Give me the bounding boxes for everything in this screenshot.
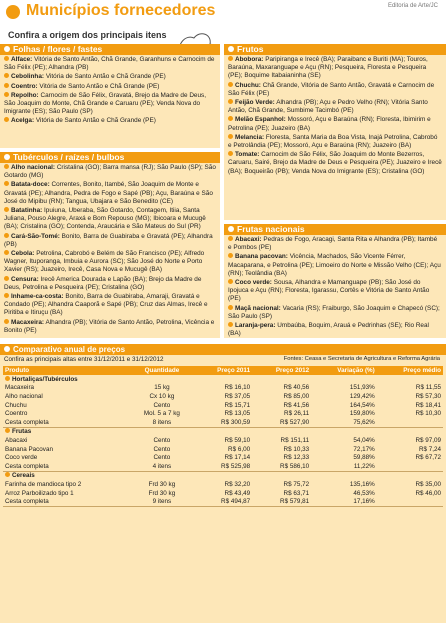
table-cell: R$ 40,56: [283, 384, 310, 392]
item-text: Vitória de Santo Antão e Chã Grande (PE): [39, 82, 160, 90]
table-cell: 9 itens: [130, 497, 193, 506]
table-cell: R$ 527,90: [252, 418, 311, 427]
table-cell: Farinha de mandioca tipo 2: [5, 480, 82, 488]
item-text: Carnocim de São Félix, Gravatá, Brejo da Madre de Deus, São Joaquim do Monte, Chã Grande e Caruaru (PE); Venda Nova do Imigrante (ES); São Paulo (SP): [4, 91, 207, 116]
list-item: [0, 276, 220, 292]
table-cell: R$ 6,00: [228, 445, 251, 453]
table-cell: 17,16%: [311, 497, 377, 506]
table-cell: Cento: [153, 401, 171, 409]
item-name: Coentro:: [11, 82, 38, 90]
item-text: Vitória de Santo Antão e Chã Grande (PE): [45, 73, 166, 81]
item-name: Censura:: [11, 275, 39, 283]
item-name: Tomate:: [235, 151, 260, 159]
list-item: [0, 293, 220, 318]
table-cell: R$ 494,87: [194, 497, 252, 506]
table-cell: Banana Pacovan: [5, 445, 53, 453]
bullet-icon: [4, 56, 9, 61]
bullet-icon: [4, 293, 9, 298]
item-name: Batatinha:: [11, 207, 43, 215]
list-item: [224, 56, 446, 81]
table-cell: 164,54%: [349, 401, 375, 409]
bullet-icon: [4, 117, 9, 122]
table-cell: 75,62%: [311, 418, 377, 427]
item-text: Paripiranga e Irecê (BA); Paraibanc e Buriti (MA); Touros, Baraúna, Maxaranguape e Açu (RN); Pesqueira, Floresta e Pesqueira (PE); Boquime Itabaianinha (SE): [228, 56, 428, 80]
bullet-icon: [5, 376, 10, 381]
bullet-icon: [228, 322, 233, 327]
table-cell: Alho nacional: [5, 392, 43, 400]
table-cell: Coentro: [5, 410, 28, 418]
item-name: Cará-São-Tomé:: [11, 232, 60, 240]
table-row: [3, 462, 443, 471]
bullet-icon: [4, 83, 9, 88]
comparativo-subtitle: Confira as principais altas entre 31/12/2011 e 31/12/2012: [4, 356, 164, 363]
table-cell: R$ 13,05: [224, 410, 251, 418]
group-label: Frutas: [12, 428, 32, 436]
price-table: [3, 366, 443, 507]
table-cell: Cento: [153, 454, 171, 462]
header: [0, 0, 446, 26]
intro-text: Confira a origem dos principais itens: [8, 30, 167, 40]
table-row: [3, 497, 443, 506]
table-cell: R$ 11,55: [415, 384, 441, 392]
item-name: Maçã nacional:: [235, 304, 281, 312]
list-item: [224, 82, 446, 98]
table-row: [3, 489, 443, 498]
list-item: [0, 319, 220, 335]
bullet-icon: [4, 92, 9, 97]
table-cell: R$ 525,98: [194, 462, 252, 471]
section-header: Frutas nacionais: [224, 224, 446, 235]
bullet-icon: [228, 305, 233, 310]
bullet-icon: [6, 5, 20, 19]
item-name: Repolho:: [11, 91, 39, 99]
bullet-icon: [5, 428, 10, 433]
bullet-icon: [5, 472, 10, 477]
table-cell: Mol. 5 a 7 kg: [143, 410, 180, 418]
table-cell: R$ 17,14: [224, 454, 251, 462]
list-item: [0, 83, 220, 91]
list-item: [0, 73, 220, 81]
table-cell: 72,17%: [353, 445, 375, 453]
column-header: Preço 2011: [194, 366, 252, 375]
table-cell: R$ 10,30: [415, 410, 441, 418]
table-cell: 8 itens: [130, 418, 193, 427]
list-item: [224, 236, 446, 252]
item-text: Sousa, Alhandra e Mamanguape (PB); São José do Ipojuca e Açu (RN); Floresta, Igarassu, Cortês e Vitória de Santo Antão (PE): [228, 279, 430, 303]
column-header: Preço médio: [377, 366, 443, 375]
table-cell: R$ 46,00: [415, 489, 441, 497]
column-header: Variação (%): [311, 366, 377, 375]
table-cell: 135,16%: [349, 480, 375, 488]
table-cell: 129,42%: [349, 392, 375, 400]
table-row: [3, 436, 443, 445]
item-text: Alhandra (PB); Açu e Pedro Velho (RN); Vitória Santo Antão, Chã Grande, Sumbime Tacimbó (PE): [228, 99, 428, 115]
group-row: [3, 427, 443, 436]
item-name: Alho nacional:: [11, 164, 56, 171]
table-cell: Frd 30 kg: [148, 480, 176, 488]
credit: Editoria de Arte/JC: [387, 3, 438, 9]
list-item: [0, 181, 220, 206]
table-cell: R$ 12,33: [283, 454, 310, 462]
section-header: Comparativo anual de preços: [0, 344, 446, 355]
table-row: [3, 392, 443, 401]
item-name: Melancia:: [235, 133, 265, 141]
table-cell: R$ 85,00: [283, 392, 310, 400]
group-row: [3, 471, 443, 480]
item-name: Cebolinha:: [11, 73, 45, 81]
bullet-icon: [228, 236, 233, 241]
item-text: Carnocim de São Félix, São Joaquim do Monte Bezerros, Caruaru, Sairé, Brejo da Madre de Deus e Pesqueira (PE); Juazeiro e Irecê (BA); Boqueirão (PB); Venda Nova do Imigrante (ES); Cristalina (GO): [228, 151, 442, 175]
table-cell: Cento: [153, 445, 171, 453]
table-cell: [377, 497, 443, 506]
table-cell: R$ 586,10: [252, 462, 311, 471]
item-text: Petrolina, Cabrobó e Belém de São Francisco (PE); Alfredo Wagner, Ituporanga, Imbuia e Aurora (SC); São José do Norte e Porto Xavier (RS); Juazeiro, Irecê, Casa Nova e Mucugê (BA): [4, 250, 205, 274]
table-cell: R$ 151,11: [280, 436, 310, 444]
item-name: Acelga:: [11, 117, 35, 125]
list-item: [224, 322, 446, 338]
item-text: Vicência, Machados, São Vicente Férrer, Macaparana, e Petrolina (PE); Limoeiro do Norte e Missão Velho (CE); Açu (RN); Teolândia (BA): [228, 253, 441, 277]
table-cell: R$ 37,05: [224, 392, 251, 400]
table-cell: R$ 579,81: [252, 497, 311, 506]
table-cell: R$ 16,10: [224, 384, 251, 392]
item-name: Inhame-ca-costa:: [11, 293, 64, 301]
list-item: [0, 250, 220, 275]
table-row: [3, 445, 443, 454]
table-cell: R$ 26,11: [284, 410, 310, 418]
list-item: [224, 151, 446, 176]
panel-frutas: [224, 224, 446, 338]
table-cell: Cx 10 kg: [149, 392, 175, 400]
table-cell: R$ 10,33: [283, 445, 310, 453]
table-cell: R$ 41,56: [283, 401, 310, 409]
list-item: [224, 253, 446, 278]
item-name: Banana pacovan:: [235, 253, 288, 261]
table-row: [3, 453, 443, 462]
table-row: [3, 480, 443, 489]
table-cell: R$ 35,00: [415, 480, 441, 488]
bullet-icon: [4, 276, 9, 281]
table-cell: Coco verde: [5, 454, 38, 462]
table-cell: [377, 462, 443, 471]
list-item: [0, 117, 220, 125]
list-item: [224, 305, 446, 321]
bullet-icon: [4, 319, 9, 324]
table-row: [3, 409, 443, 418]
item-text: Cristalina (GO); Barra mansa (RJ); São Paulo (SP); São Gotardo (MG): [4, 164, 216, 180]
section-header: Folhas / flores / fastes: [0, 44, 220, 55]
item-text: Alhandra (PB); Vitória de Santo Antão, Petrolina, Vicência e Bonito (PE): [4, 318, 215, 334]
table-cell: R$ 7,24: [418, 445, 441, 453]
table-row: [3, 401, 443, 410]
list-item: [224, 279, 446, 304]
bullet-icon: [228, 151, 233, 156]
bullet-icon: [4, 164, 9, 169]
bullet-icon: [228, 82, 233, 87]
column-header: Produto: [3, 366, 130, 375]
item-name: Abobora:: [235, 56, 264, 63]
panel-tuberculos: [0, 152, 220, 338]
table-cell: Frd 30 kg: [148, 489, 176, 497]
list-item: [224, 134, 446, 150]
table-cell: R$ 75,72: [283, 480, 310, 488]
bullet-icon: [228, 134, 233, 139]
table-cell: R$ 59,10: [224, 436, 251, 444]
group-label: Hortaliças/Tubérculos: [12, 375, 78, 383]
item-text: Vacaria (RS); Fraiburgo, São Joaquim e Chapecó (SC); São Paulo (SP): [228, 304, 440, 320]
table-cell: Cento: [153, 436, 171, 444]
item-name: Melão Espanhol:: [235, 116, 286, 124]
bullet-icon: [4, 250, 9, 255]
table-cell: 46,53%: [353, 489, 375, 497]
column-header: Quantidade: [130, 366, 193, 375]
column-header: Preço 2012: [252, 366, 311, 375]
item-text: Mossoró, Açu e Baraúna (RN); Floresta, Ibimirim e Petrolina (PE); Juazeiro (BA): [228, 116, 431, 132]
table-cell: Arroz Parboilizado tipo 1: [5, 489, 74, 497]
table-cell: Cesta completa: [3, 497, 130, 506]
list-item: [0, 207, 220, 232]
table-cell: R$ 43,49: [224, 489, 251, 497]
item-name: Cebola:: [11, 250, 35, 258]
item-text: Bonito, Barra de Guabiraba e Gravatá (PE); Alhandra (PB): [4, 232, 213, 248]
list-item: [224, 116, 446, 132]
list-item: [0, 92, 220, 117]
table-cell: R$ 18,41: [415, 401, 441, 409]
item-name: Alface:: [11, 56, 33, 63]
item-text: Irecê America Dourada e Lapão (BA); Brejo da Madre de Deus, Petrolina e Pesqueira (PE); Cristalina (GO): [4, 275, 202, 291]
item-text: Floresta, Santa Maria da Boa Vista, Inajá Petrolina, Cabrobó e Petrolândia (PE); Mossoró, Açu e Baraúna (RN); Juazeiro (BA): [228, 133, 438, 150]
source-note: Fontes: Ceasa e Secretaria de Agricultura e Reforma Agrária: [283, 356, 440, 362]
item-text: Vitória de Santo Antão e Chã Grande (PE): [35, 117, 156, 125]
bullet-icon: [228, 99, 233, 104]
table-cell: R$ 300,59: [194, 418, 252, 427]
section-header: Tubérculos / raízes / bulbos: [0, 152, 220, 163]
table-cell: 54,04%: [353, 436, 375, 444]
bullet-icon: [228, 279, 233, 284]
item-name: Batata-doce:: [11, 181, 50, 189]
bullet-icon: [4, 233, 9, 238]
item-text: Correntes, Bonito, Itambé, São Joaquim de Monte e Gravatá (PE); Alhandra, Pedra de Fogo e Sapé (PB); Açu, Baraúna e São José do Mipibu (RN); Tangua, Ubajara e São Benedito (CE): [4, 181, 213, 205]
comparativo-panel: [0, 344, 446, 623]
table-cell: 59,88%: [353, 454, 375, 462]
table-cell: 15 kg: [154, 384, 170, 392]
table-cell: 159,80%: [349, 410, 375, 418]
panel-folhas: [0, 44, 220, 148]
item-name: Macaxeira:: [11, 318, 45, 326]
table-cell: Cesta completa: [3, 462, 130, 471]
item-text: Ipuiuna, Uberaba, São Gotardo, Contagem, Itiia, Santa Juliana, Pouso Alegre, Araxá e Bom Repouso (MG); Ibicoara e Mucugê (BA); Cristalina (GO); Contenda, Araucária e São Mateus do Sul (PR): [4, 207, 206, 231]
bullet-icon: [4, 73, 9, 78]
table-cell: 151,93%: [349, 384, 375, 392]
table-cell: R$ 63,71: [283, 489, 310, 497]
table-cell: Macaxeira: [5, 384, 35, 392]
page-title: Municípios fornecedores: [26, 2, 216, 19]
table-cell: [377, 418, 443, 427]
table-row: [3, 418, 443, 427]
group-label: Cereais: [12, 472, 35, 480]
list-item: [0, 164, 220, 180]
bullet-icon: [228, 56, 233, 61]
item-text: Vitória de Santo Antão, Chã Grande, Garanhuns e Carnocim de São Félix (PE); Alhandra (PB): [4, 56, 215, 72]
group-row: [3, 375, 443, 384]
item-text: Bonito, Barra de Guabiraba, Amaraji, Gravatá e Condado (PE); Alhandra Caaporã e Sapé (PB); Cruz das Almas, Irecê e Piritiba e Itiruçu (BA): [4, 293, 208, 317]
table-cell: 4 itens: [130, 462, 193, 471]
table-cell: Abacaxi: [5, 436, 28, 444]
item-name: Chuchu:: [235, 81, 261, 89]
table-cell: R$ 97,09: [415, 436, 441, 444]
item-name: Coco verde:: [235, 279, 272, 287]
bullet-icon: [4, 207, 9, 212]
item-text: Chã Grande, Vitória de Santo Antão, Gravatá e Carnocim de São Félix (PE): [228, 81, 435, 97]
bullet-icon: [228, 253, 233, 258]
table-cell: R$ 32,20: [224, 480, 251, 488]
bullet-icon: [228, 116, 233, 121]
table-cell: 11,22%: [311, 462, 377, 471]
item-name: Feijão Verde:: [235, 99, 275, 107]
panel-frutos: [224, 44, 446, 220]
item-name: Laranja-pera:: [235, 322, 276, 330]
item-text: Umbaúba, Boquim, Arauá e Pedrinhas (SE); Rio Real (BA): [228, 322, 429, 338]
table-cell: R$ 57,30: [415, 392, 441, 400]
section-header: Frutos: [224, 44, 446, 55]
table-row: [3, 384, 443, 393]
list-item: [0, 233, 220, 249]
list-item: [0, 56, 220, 72]
table-cell: Chuchu: [5, 401, 27, 409]
item-text: Pedras de Fogo, Aracagi, Santa Rita e Alhandra (PB); Itambé e Pombos (PE): [228, 236, 438, 252]
list-item: [224, 99, 446, 115]
bullet-icon: [4, 181, 9, 186]
table-cell: R$ 15,71: [224, 401, 251, 409]
table-cell: Cesta completa: [3, 418, 130, 427]
table-cell: R$ 67,72: [415, 454, 441, 462]
item-name: Abacaxi:: [235, 236, 262, 243]
